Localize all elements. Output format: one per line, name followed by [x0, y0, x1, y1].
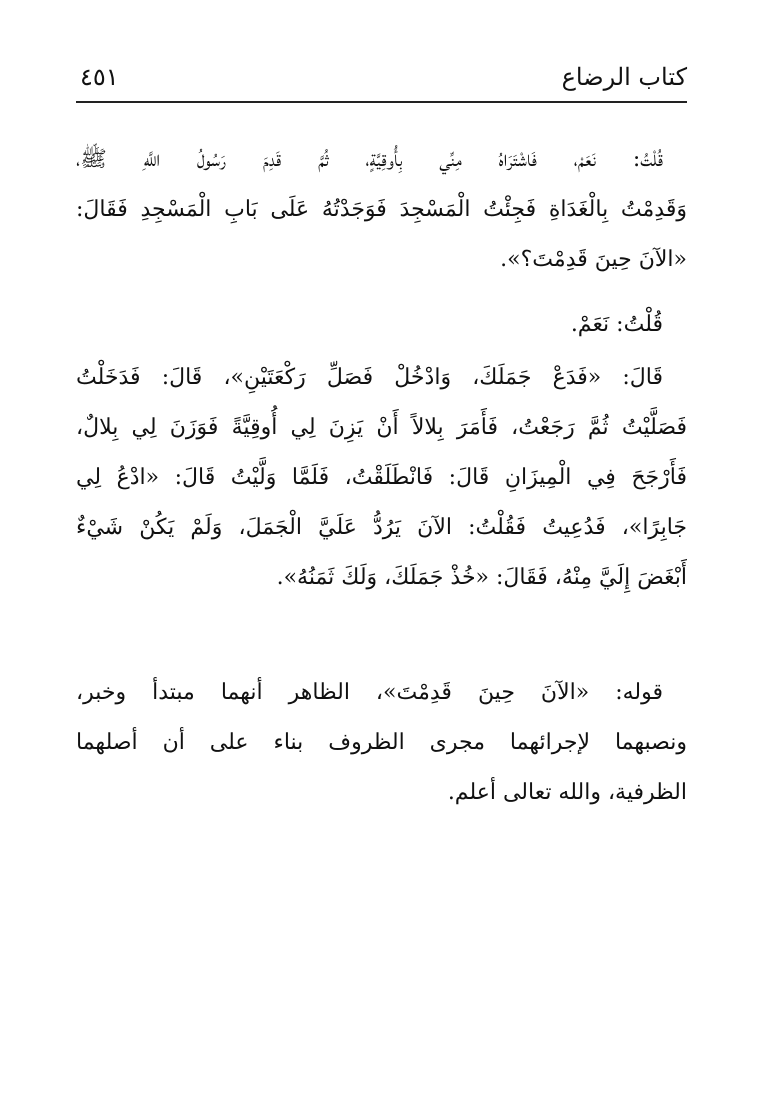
text-line: أَبْغَضَ إِلَيَّ مِنْهُ، فَقَالَ: «خُذْ جَمَلَكَ، وَلَكَ ثَمَنُهُ». [276, 565, 687, 590]
paragraph-reply [76, 300, 687, 350]
page-number: ٤٥١ [80, 63, 119, 91]
chapter-title: كتاب الرضاع [561, 63, 687, 91]
text-line: قُلْتُ: نَعَمْ. [570, 312, 663, 337]
paragraph-hadith-opening [76, 135, 687, 285]
text-line: جَابِرًا»، فَدُعِيتُ فَقُلْتُ: الآنَ يَرُدُّ عَلَيَّ الْجَمَلَ، وَلَمْ يَكُنْ شَيْءٌ [76, 515, 687, 540]
text-line: فَأَرْجَحَ فِي الْمِيزَانِ قَالَ: فَانْطَلَقْتُ، فَلَمَّا وَلَّيْتُ قَالَ: «ادْعُ لِي [76, 465, 687, 490]
text-line: وَقَدِمْتُ بِالْغَدَاةِ فَجِئْتُ الْمَسْجِدَ فَوَجَدْتُهُ عَلَى بَابِ الْمَسْجِدِ فَقَالَ: [76, 197, 687, 222]
text-line: «الآنَ حِينَ قَدِمْتَ؟». [500, 247, 687, 272]
text-line: ونصبهما لإجرائهما مجرى الظروف بناء على أن أصلهما [76, 730, 687, 755]
header-divider [76, 101, 687, 103]
text-line: قَالَ: «فَدَعْ جَمَلَكَ، وَادْخُلْ فَصَلِّ رَكْعَتَيْنِ»، قَالَ: فَدَخَلْتُ [76, 365, 663, 390]
paragraph-hadith-continuation [76, 353, 687, 603]
text-line: قوله: «الآنَ حِينَ قَدِمْتَ»، الظاهر أنهما مبتدأ وخبر، [76, 680, 663, 705]
paragraph-commentary [76, 668, 687, 818]
text-line: الظرفية، والله تعالى أعلم. [447, 780, 687, 805]
page-header [76, 60, 687, 100]
text-line: فَصَلَّيْتُ ثُمَّ رَجَعْتُ، فَأَمَرَ بِلالاً أَنْ يَزِنَ لِي أُوقِيَّةً فَوَزَنَ لِي بِلالٌ، [76, 415, 687, 440]
text-line: قُلْتُ: نَعَمْ، فَاشْتَرَاهُ مِنِّي بِأُوقِيَّةٍ، ثُمَّ قَدِمَ رَسُولُ اللَّهِ ﷺ، [76, 147, 663, 172]
